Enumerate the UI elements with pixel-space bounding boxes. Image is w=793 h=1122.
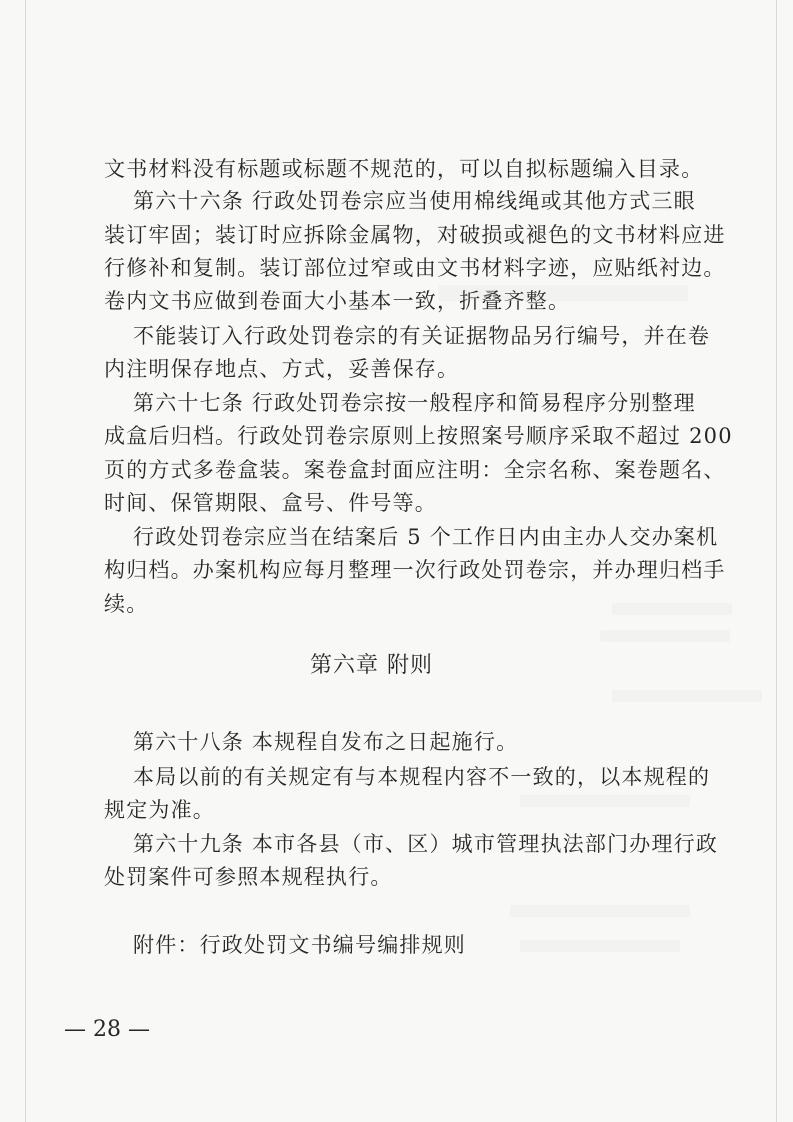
bleed-through-mark [612,690,762,702]
scan-left-edge [25,0,26,1122]
article-67-line-3: 页的方式多卷盒装。案卷盒封面应注明：全宗名称、案卷题名、 [104,458,726,482]
scan-right-edge [776,0,777,1122]
article-66-line-3: 行修补和复制。装订部位过窄或由文书材料字迹，应贴纸衬边。 [104,256,726,280]
article-66-line-1: 第六十六条 行政处罚卷宗应当使用棉线绳或其他方式三眼 [133,189,696,213]
binding-note-line-1: 不能装订入行政处罚卷宗的有关证据物品另行编号，并在卷 [133,324,711,348]
page-number: — 28 — [64,1017,150,1042]
article-67-line-4: 时间、保管期限、盒号、件号等。 [104,491,437,515]
bleed-through-mark [520,795,690,807]
bleed-through-mark [612,603,732,615]
binding-note-line-2: 内注明保存地点、方式，妥善保存。 [104,357,460,381]
article-68-line-3: 规定为准。 [104,798,215,822]
bleed-through-mark [510,905,690,917]
article-67-line-2: 成盒后归档。行政处罚卷宗原则上按照案号顺序采取不超过 200 [104,424,733,448]
attachment-line: 附件：行政处罚文书编号编排规则 [133,933,466,957]
article-66-line-4: 卷内文书应做到卷面大小基本一致，折叠齐整。 [104,289,571,313]
article-67-line-1: 第六十七条 行政处罚卷宗按一般程序和简易程序分别整理 [133,391,696,415]
article-68-line-1: 第六十八条 本规程自发布之日起施行。 [133,730,519,754]
bleed-through-mark [438,285,688,301]
bleed-through-mark [600,630,730,642]
text-line-1: 文书材料没有标题或标题不规范的，可以自拟标题编入目录。 [104,157,704,181]
archive-note-line-1: 行政处罚卷宗应当在结案后 5 个工作日内由主办人交办案机 [133,525,719,549]
article-69-line-1: 第六十九条 本市各县（市、区）城市管理执法部门办理行政 [133,832,719,856]
article-66-line-2: 装订牢固；装订时应拆除金属物，对破损或褪色的文书材料应进 [104,223,726,247]
article-68-line-2: 本局以前的有关规定有与本规程内容不一致的，以本规程的 [133,765,711,789]
archive-note-line-2: 构归档。办案机构应每月整理一次行政处罚卷宗，并办理归档手 [104,558,726,582]
article-69-line-2: 处罚案件可参照本规程执行。 [104,865,393,889]
chapter-title: 第六章 附则 [310,653,433,678]
bleed-through-mark [520,940,680,952]
archive-note-line-3: 续。 [104,592,149,616]
